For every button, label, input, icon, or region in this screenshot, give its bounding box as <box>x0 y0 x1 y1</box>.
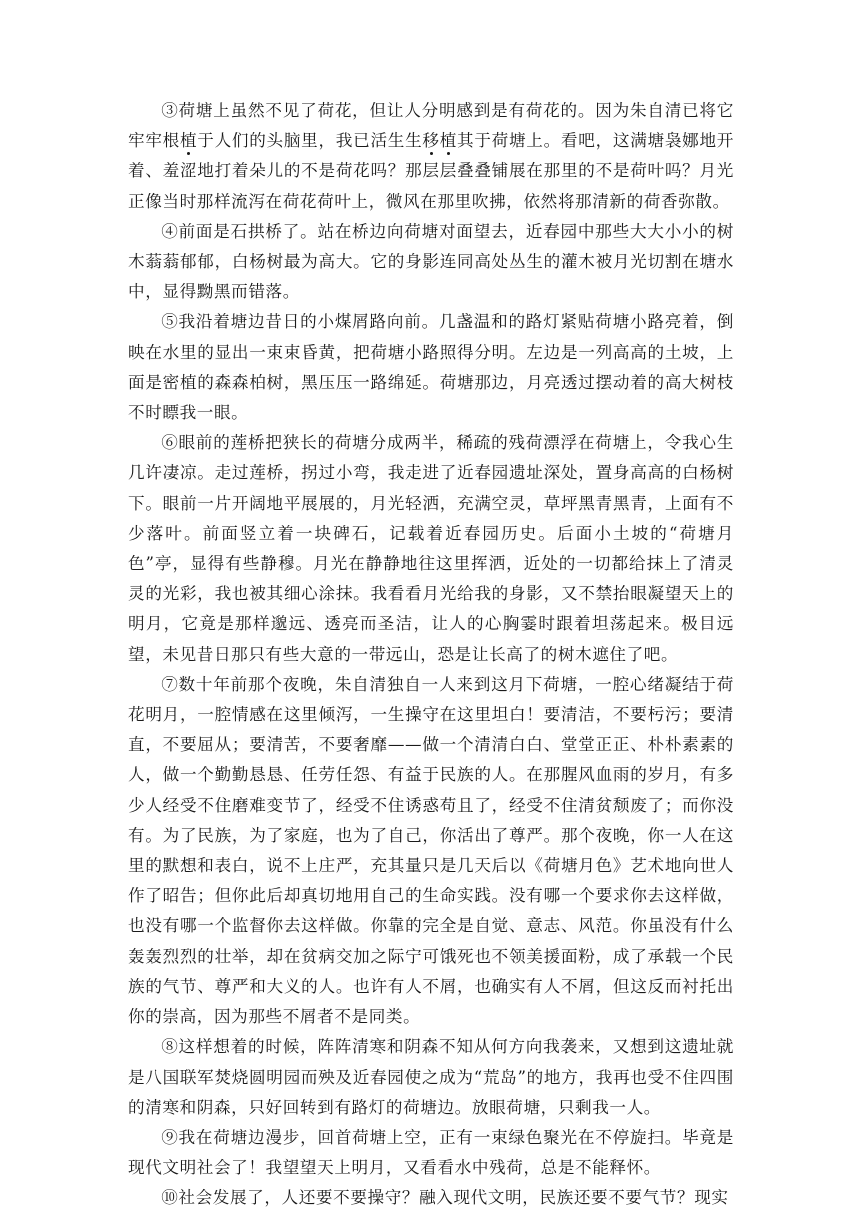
paragraph-text: ③荷塘上虽然不见了荷花，但让人分明感到是有荷花的。因为朱自清已将它牢牢根 <box>128 101 734 151</box>
paragraph-6 <box>128 428 734 670</box>
paragraph-text: ⑧这样想着的时候，阵阵清寒和阴森不知从何方向我袭来，又想到这遗址就是八国联军焚烧圆明园而殃及近春园使之成为“荒岛”的地方，我再也受不住四围的清寒和阴森，只好回转到有路灯的荷塘边。放眼荷塘，只剩我一人。 <box>128 1037 734 1117</box>
paragraph-text: ⑥眼前的莲桥把狭长的荷塘分成两半，稀疏的残荷漂浮在荷塘上，令我心生几许凄凉。走过莲桥，拐过小弯，我走进了近春园遗址深处，置身高高的白杨树下。眼前一片开阔地平展展的，月光轻洒，充满空灵，草坪黑青黑青，上面有不少落叶。前面竖立着一块碑石，记载着近春园历史。后面小土坡的“荷塘月色”亭，显得有些静穆。月光在静静地往这里挥洒，近处的一切都给抹上了清灵灵的光彩，我也被其细心涂抹。我看看月光给我的身影，又不禁抬眼凝望天上的明月，它竟是那样邈远、透亮而圣洁，让人的心胸霎时跟着坦荡起来。极目远望，未见昔日那只有些大意的一带远山，恐是让长高了的树木遮住了吧。 <box>128 433 734 664</box>
paragraph-3 <box>128 96 734 217</box>
paragraph-text: ⑩社会发展了，人还要不要操守？融入现代文明，民族还要不要气节？现实 <box>161 1188 729 1208</box>
emphasized-character: 植 <box>179 131 198 151</box>
paragraph-9 <box>128 1123 734 1183</box>
paragraph-4 <box>128 217 734 308</box>
emphasized-character: 移 <box>422 131 440 151</box>
paragraph-text: ⑦数十年前那个夜晚，朱自清独自一人来到这月下荷塘，一腔心绪凝结于荷花明月，一腔情感在这里倾泻，一生操守在这里坦白！要清洁，不要杇污；要清直，不要屈从；要清苦，不要奢靡——做一个清清白白、堂堂正正、朴朴素素的人，做一个勤勤恳恳、任劳任怨、有益于民族的人。在那腥风血雨的岁月，有多少人经受不住磨难变节了，经受不住诱惑苟且了，经受不住清贫颓废了；而你没有。为了民族，为了家庭，也为了自己，你活出了尊严。那个夜晚，你一人在这里的默想和表白，说不上庄严，充其量只是几天后以《荷塘月色》艺术地向世人作了昭告；但你此后却真切地用自己的生命实践。没有哪一个要求你去这样做，也没有哪一个监督你去这样做。你靠的完全是自觉、意志、风范。你虽没有什么轰轰烈烈的壮举，却在贫病交加之际宁可饿死也不领美援面粉，成了承载一个民族的气节、尊严和大义的人。也许有人不屑，也确实有人不屑，但这反而衬托出你的崇高，因为那些不屑者不是同类。 <box>128 674 734 1027</box>
paragraph-text: ⑨我在荷塘边漫步，回首荷塘上空，正有一束绿色聚光在不停旋扫。毕竟是现代文明社会了！我望望天上明月，又看看水中残荷，总是不能释怀。 <box>128 1127 734 1178</box>
paragraph-text: ⑤我沿着塘边昔日的小煤屑路向前。几盏温和的路灯紧贴荷塘小路亮着，倒映在水里的显出一束束昏黄，把荷塘小路照得分明。左边是一列高高的土坡，上面是密植的森森柏树，黑压压一路绵延。荷塘那边，月亮透过摆动着的高大树枝不时瞟我一眼。 <box>128 312 734 423</box>
paragraph-7 <box>128 670 734 1032</box>
paragraph-text: 其于荷塘上。看吧，这满塘袅娜地开着、羞涩地打着朵儿的不是荷花吗？那层层叠叠铺展在那里的不是荷叶吗？月光正像当时那样流泻在荷花荷叶上，微风在那里吹拂，依然将那清新的荷香弥散。 <box>128 131 734 211</box>
paragraph-10 <box>128 1183 734 1213</box>
emphasized-character: 植 <box>439 131 458 151</box>
document-body <box>128 96 734 1214</box>
paragraph-text: 于人们的头脑里，我已活生生 <box>197 131 423 151</box>
paragraph-5 <box>128 307 734 428</box>
paragraph-text: ④前面是石拱桥了。站在桥边向荷塘对面望去，近春园中那些大大小小的树木蓊蓊郁郁，白杨树最为高大。它的身影连同高处丛生的灌木被月光切割在塘水中，显得黝黑而错落。 <box>128 221 734 302</box>
paragraph-8 <box>128 1032 734 1123</box>
